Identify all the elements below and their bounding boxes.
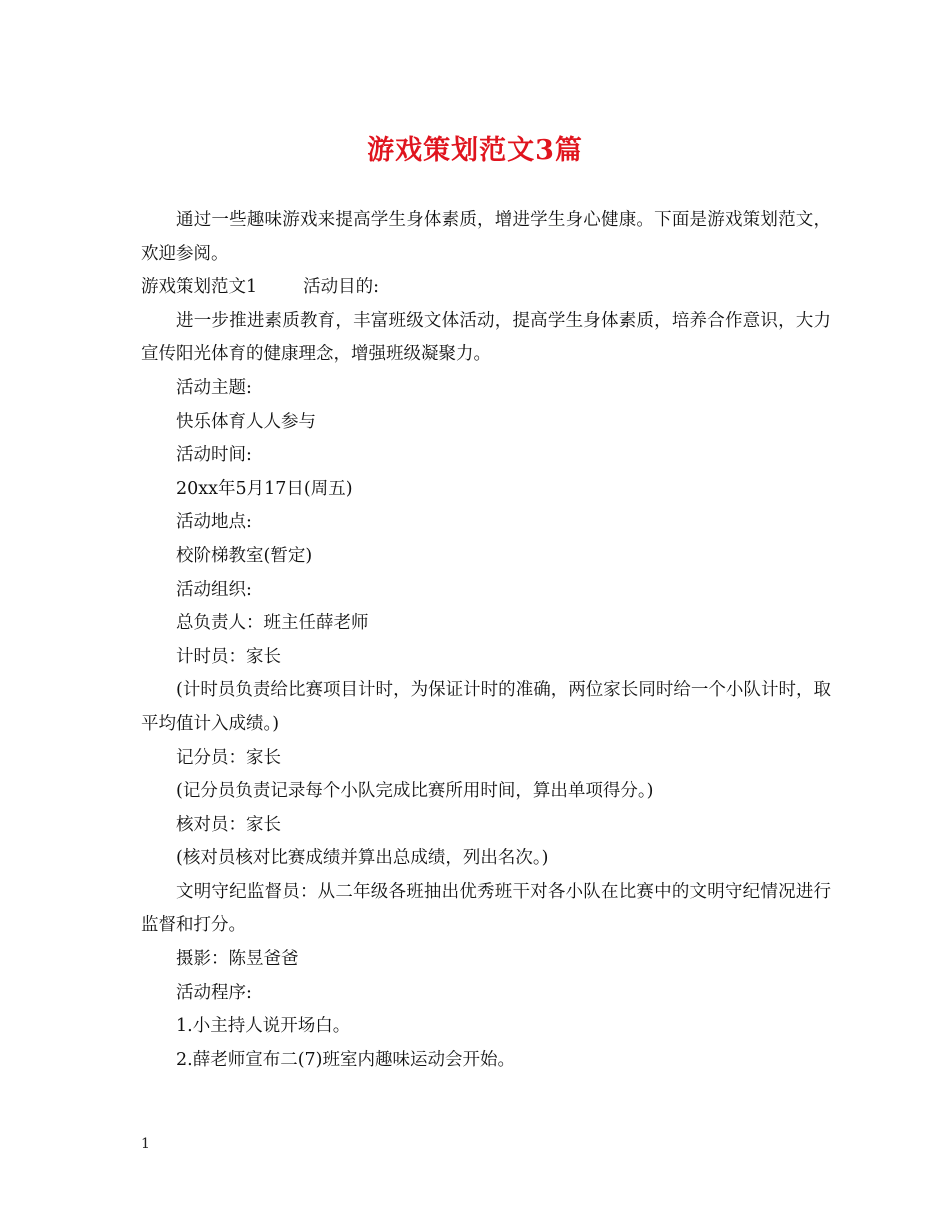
page-title: 游戏策划范文3篇 xyxy=(367,135,583,166)
paragraph-location-label: 活动地点: xyxy=(176,512,252,533)
paragraph-time-label: 活动时间: xyxy=(176,445,252,466)
paragraph-timer: 计时员：家长 xyxy=(176,646,281,667)
paragraph-organization-label: 活动组织: xyxy=(176,579,252,600)
paragraph-checker-note: (核对员核对比赛成绩并算出总成绩，列出名次。) xyxy=(176,848,549,869)
paragraph-time: 20xx年5月17日(周五) xyxy=(176,478,353,499)
paragraph-step-2: 2.薛老师宣布二(7)班室内趣味运动会开始。 xyxy=(176,1049,515,1070)
document-body xyxy=(141,204,831,1077)
section-purpose-label: 活动目的: xyxy=(303,277,380,298)
paragraph-scorer-note: (记分员负责记录每个小队完成比赛所用时间，算出单项得分。) xyxy=(176,781,654,802)
paragraph-supervisor: 文明守纪监督员：从二年级各班抽出优秀班干对各小队在比赛中的文明守纪情况进行监督和打分。 xyxy=(141,881,831,936)
intro-paragraph: 通过一些趣味游戏来提高学生身体素质，增进学生身心健康。下面是游戏策划范文，欢迎参阅。 xyxy=(141,210,831,264)
paragraph-timer-note: (计时员负责给比赛项目计时，为保证计时的准确，两位家长同时给一个小队计时，取平均值计入成绩。) xyxy=(141,680,831,734)
paragraph-lead: 总负责人：班主任薛老师 xyxy=(176,613,369,634)
section-heading xyxy=(141,271,831,305)
page-number: 1 xyxy=(141,1136,150,1152)
paragraph-checker: 核对员：家长 xyxy=(176,814,281,835)
paragraph-step-1: 1.小主持人说开场白。 xyxy=(176,1016,351,1037)
paragraph-location: 校阶梯教室(暂定) xyxy=(176,545,313,566)
paragraph-scorer: 记分员：家长 xyxy=(176,747,281,768)
section-label: 游戏策划范文1 xyxy=(141,277,258,298)
paragraph-theme-label: 活动主题: xyxy=(176,377,252,398)
paragraph-theme: 快乐体育人人参与 xyxy=(176,411,316,432)
paragraph-purpose: 进一步推进素质教育，丰富班级文体活动，提高学生身体素质，培养合作意识，大力宣传阳光体育的健康理念，增强班级凝聚力。 xyxy=(141,310,831,365)
paragraph-photography: 摄影：陈昱爸爸 xyxy=(176,949,299,970)
paragraph-procedure-label: 活动程序: xyxy=(176,982,252,1003)
